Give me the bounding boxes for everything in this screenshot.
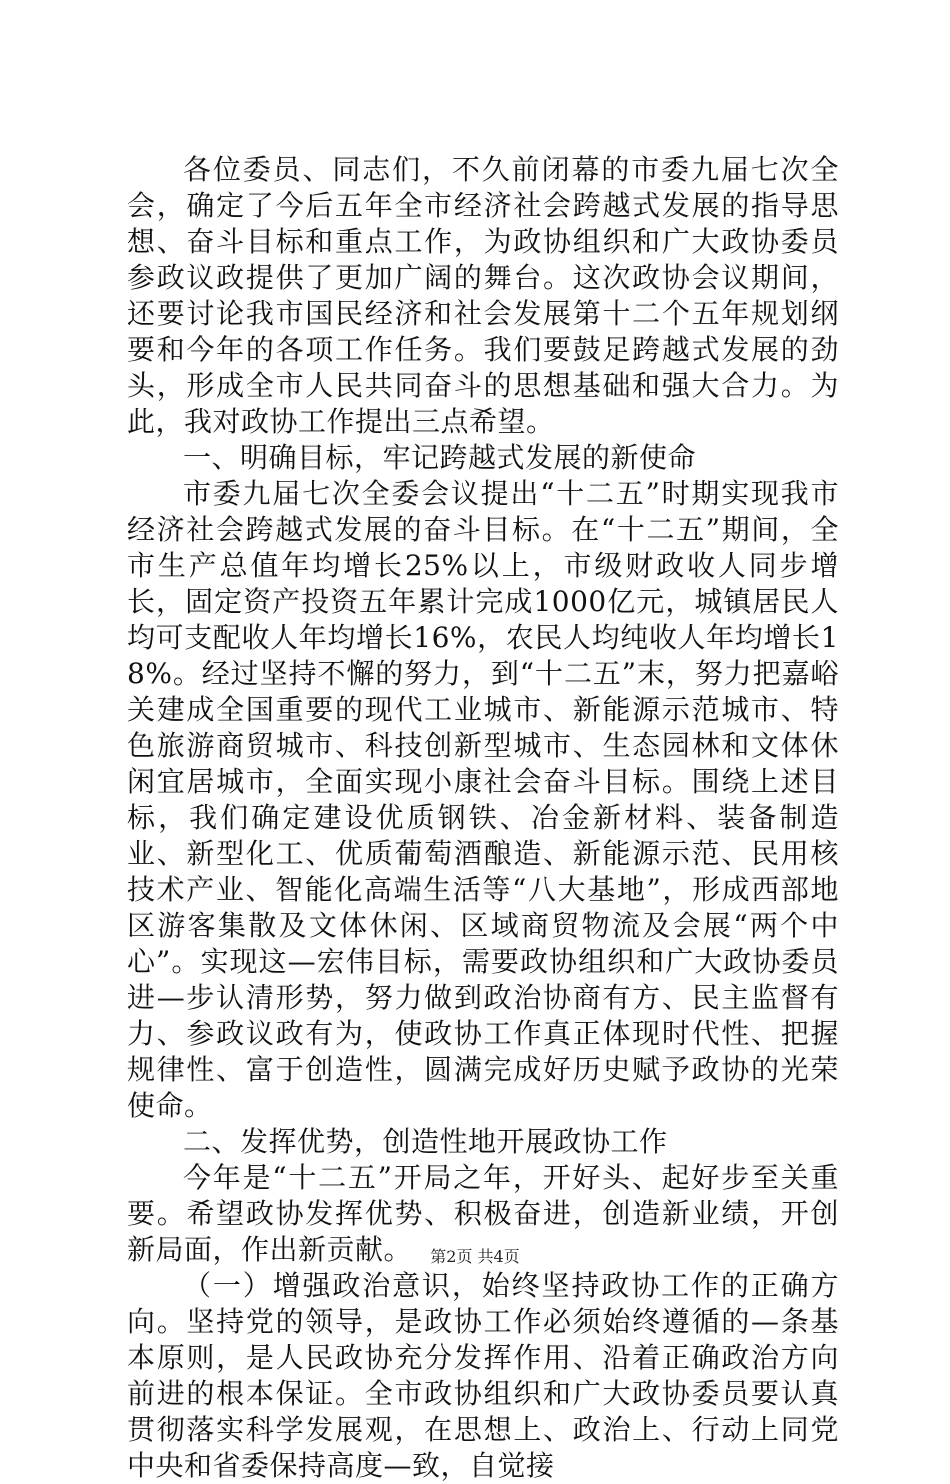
paragraph-opening: 各位委员、同志们，不久前闭幕的市委九届七次全会，确定了今后五年全市经济社会跨越式发展的指导思想、奋斗目标和重点工作，为政协组织和广大政协委员参政议政提供了更加广阔的舞台。这次政协会议期间，还要讨论我市国民经济和社会发展第十二个五年规划纲要和今年的各项工作任务。我们要鼓足跨越式发展的劲头，形成全市人民共同奋斗的思想基础和强大合力。为此，我对政协工作提出三点希望。	[127, 153, 839, 438]
page-footer: 第2页 共4页	[430, 1247, 520, 1266]
paragraph-this-year: 今年是“十二五”开局之年，开好头、起好步至关重要。希望政协发挥优势、积极奋进，创造新业绩，开创新局面，作出新贡献。	[127, 1161, 839, 1266]
section-heading-2: 二、发挥优势，创造性地开展政协工作	[183, 1125, 668, 1158]
section-heading-1: 一、明确目标，牢记跨越式发展的新使命	[183, 441, 697, 474]
paragraph-goals: 市委九届七次全委会议提出“十二五”时期实现我市经济社会跨越式发展的奋斗目标。在“十二五”期间，全市生产总值年均增长25%以上，市级财政收人同步增长，固定资产投资五年累计完成1000亿元，城镇居民人均可支配收人年均增长16%，农民人均纯收人年均增长18%。经过坚持不懈的努力，到“十二五”末，努力把嘉峪关建成全国重要的现代工业城市、新能源示范城市、特色旅游商贸城市、科技创新型城市、生态园林和文体休闲宜居城市，全面实现小康社会奋斗目标。围绕上述目标，我们确定建设优质钢铁、冶金新材料、装备制造业、新型化工、优质葡萄酒酿造、新能源示范、民用核技术产业、智能化高端生活等“八大基地”，形成西部地区游客集散及文体休闲、区域商贸物流及会展“两个中心”。实现这—宏伟目标，需要政协组织和广大政协委员进—步认清形势，努力做到政治协商有方、民主监督有力、参政议政有为，使政协工作真正体现时代性、把握规律性、富于创造性，圆满完成好历史赋予政协的光荣使命。	[127, 477, 839, 1122]
paragraph-political-awareness: （一）增强政治意识，始终坚持政协工作的正确方向。坚持党的领导，是政协工作必须始终遵循的—条基本原则，是人民政协充分发挥作用、沿着正确政治方向前进的根本保证。全市政协组织和广大政协委员要认真贯彻落实科学发展观，在思想上、政治上、行动上同党中央和省委保持高度—致，自觉接	[127, 1269, 839, 1482]
document-body	[127, 152, 839, 1484]
